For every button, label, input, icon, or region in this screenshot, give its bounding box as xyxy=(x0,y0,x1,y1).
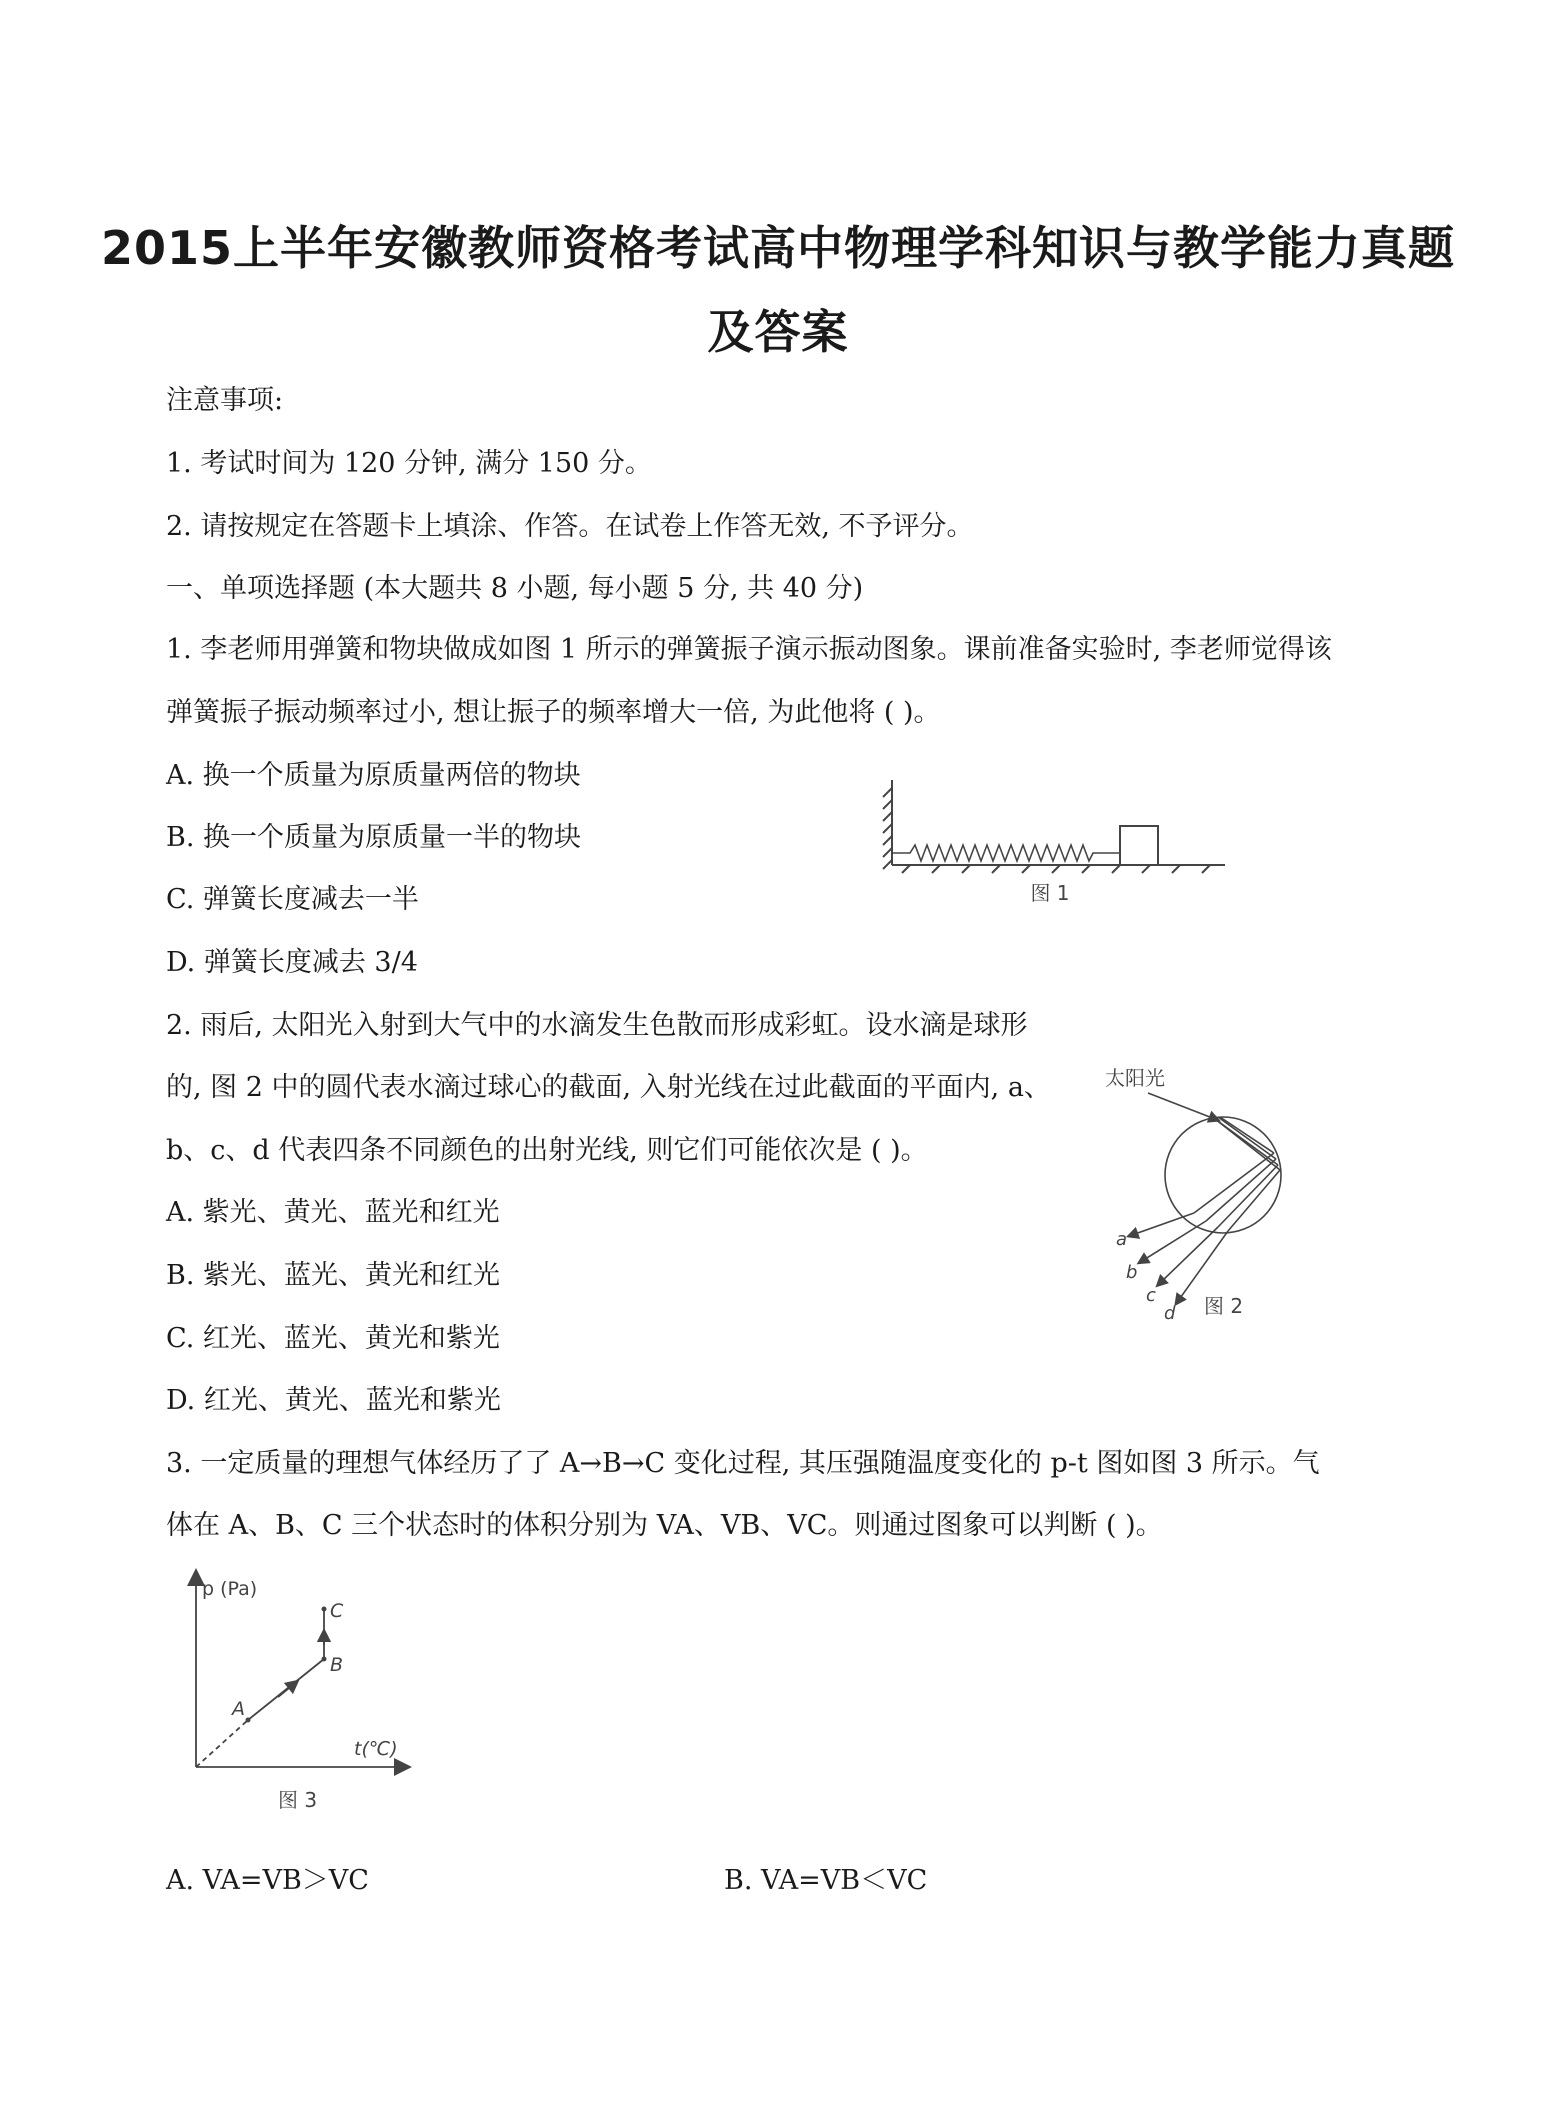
point-label-b: B xyxy=(330,1654,344,1676)
q2-option-b: B. 紫光、蓝光、黄光和红光 xyxy=(166,1260,501,1291)
point-b xyxy=(322,1657,327,1662)
q3-stem-line2: 体在 A、B、C 三个状态时的体积分别为 VA、VB、VC。则通过图象可以判断 ( )。 xyxy=(166,1510,1163,1541)
page-title-line1: 2015上半年安徽教师资格考试高中物理学科知识与教学能力真题 xyxy=(100,221,1456,275)
q2-option-a: A. 紫光、黄光、蓝光和红光 xyxy=(166,1197,500,1228)
q1-stem-line2: 弹簧振子振动频率过小, 想让振子的频率增大一倍, 为此他将 ( )。 xyxy=(166,697,941,728)
q3-option-b: B. VA=VB＜VC xyxy=(724,1865,928,1896)
block xyxy=(1120,826,1158,865)
figure-1-spring-oscillator xyxy=(880,770,1240,915)
point-label-c: C xyxy=(330,1600,344,1622)
q2-stem-line1: 2. 雨后, 太阳光入射到大气中的水滴发生色散而形成彩虹。设水滴是球形 xyxy=(166,1010,1028,1041)
extrapolation-dashed xyxy=(196,1720,248,1767)
figure-1-caption: 图 1 xyxy=(1030,881,1070,905)
figure-2-water-droplet xyxy=(1100,1055,1330,1330)
q2-stem-line2: 的, 图 2 中的圆代表水滴过球心的截面, 入射光线在过此截面的平面内, a、 xyxy=(166,1072,1051,1103)
ray-b xyxy=(1142,1221,1206,1261)
q1-stem-line1: 1. 李老师用弹簧和物块做成如图 1 所示的弹簧振子演示振动图象。课前准备实验时, 李老师觉得该 xyxy=(166,634,1332,665)
ray-label-a: a xyxy=(1116,1229,1128,1250)
y-axis-label: p (Pa) xyxy=(202,1578,258,1600)
ray-label-c: c xyxy=(1146,1285,1156,1306)
q1-option-a: A. 换一个质量为原质量两倍的物块 xyxy=(166,760,581,791)
figure-3-pt-graph xyxy=(168,1565,468,1835)
figure-3-caption: 图 3 xyxy=(278,1788,318,1812)
ray-label-b: b xyxy=(1126,1262,1138,1283)
ray-label-d: d xyxy=(1164,1303,1176,1324)
notice-item-1: 1. 考试时间为 120 分钟, 满分 150 分。 xyxy=(166,448,652,479)
point-c xyxy=(322,1607,327,1612)
notice-heading: 注意事项: xyxy=(166,385,284,416)
sunlight-label: 太阳光 xyxy=(1105,1066,1165,1090)
figure-2-caption: 图 2 xyxy=(1204,1294,1244,1318)
q1-option-c: C. 弹簧长度减去一半 xyxy=(166,884,419,915)
incident-ray xyxy=(1148,1093,1215,1119)
q2-stem-line3: b、c、d 代表四条不同颜色的出射光线, 则它们可能依次是 ( )。 xyxy=(166,1135,928,1166)
page-title-line2: 及答案 xyxy=(707,305,849,359)
point-label-a: A xyxy=(232,1698,245,1720)
q2-option-c: C. 红光、蓝光、黄光和紫光 xyxy=(166,1323,500,1354)
spring xyxy=(892,845,1120,861)
q1-option-b: B. 换一个质量为原质量一半的物块 xyxy=(166,822,582,853)
ray-a xyxy=(1132,1213,1194,1235)
section-heading: 一、单项选择题 (本大题共 8 小题, 每小题 5 分, 共 40 分) xyxy=(166,573,864,604)
notice-item-2: 2. 请按规定在答题卡上填涂、作答。在试卷上作答无效, 不予评分。 xyxy=(166,511,974,542)
point-a xyxy=(246,1718,251,1723)
x-axis-label: t(℃) xyxy=(354,1738,398,1760)
ray-c xyxy=(1160,1227,1218,1283)
q2-option-d: D. 红光、黄光、蓝光和紫光 xyxy=(166,1385,501,1416)
q3-option-a: A. VA=VB＞VC xyxy=(166,1865,369,1896)
droplet-circle xyxy=(1165,1117,1281,1233)
q1-option-d: D. 弹簧长度减去 3/4 xyxy=(166,947,418,978)
q3-stem-line1: 3. 一定质量的理想气体经历了了 A→B→C 变化过程, 其压强随温度变化的 p-t 图如图 3 所示。气 xyxy=(166,1448,1320,1479)
